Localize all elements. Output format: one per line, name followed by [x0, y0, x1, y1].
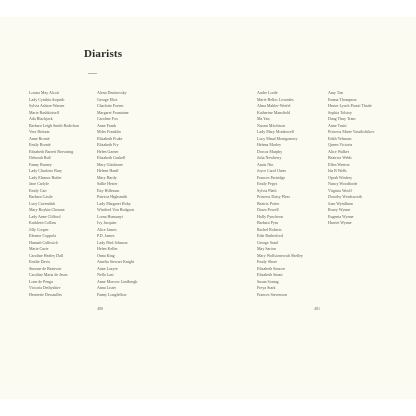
diarist-name: Jane Carlyle [29, 181, 49, 186]
diarist-name: Mary Hardy [97, 174, 117, 180]
diarist-name: Ivy Jacquier [97, 220, 117, 225]
name-column-2 [97, 90, 137, 298]
diarist-name: Amelia Stewart Knight [97, 259, 135, 264]
diarist-name: Sophia Tolstoy [328, 109, 352, 115]
diarist-name: Anne Lazyre [97, 265, 118, 271]
diarist-name: Mary Gladstone [97, 161, 123, 167]
diarist-name: Elizabeth Gaskell [97, 155, 126, 160]
diarist-name: Harriet Wynne [328, 220, 352, 225]
diarist-name: Hannah Culhwick [29, 239, 58, 245]
diarist-name: Elizabeth Fruke [97, 135, 123, 141]
diarist-name: Edie Rutherford [257, 233, 283, 238]
diarist-name: Eleanor Coppola [29, 233, 56, 238]
name-column-3 [257, 90, 303, 298]
diarist-name: Frances Partridge [257, 174, 286, 180]
diarist-name: Lady Cynthia Asquith [29, 96, 65, 102]
diarist-name: P.D. James [97, 233, 115, 238]
diarist-name: Nella Last [97, 272, 114, 277]
diarist-name: Vera Brittain [29, 129, 50, 134]
diarist-name: George Eliot [97, 96, 118, 102]
diarist-name: Naomi Mitchison [257, 122, 286, 128]
diarist-name: Ellen Weeton [328, 161, 350, 167]
diarist-name: Emily Pepys [257, 181, 278, 186]
diarist-name: Ida B Wells [328, 168, 347, 173]
diarist-name: Oprah Winfrey [328, 174, 353, 180]
diarist-name: Elizabeth Smart [257, 272, 283, 277]
diarist-name: Julia Newberry [257, 155, 282, 160]
diarist-name: Alice James [97, 226, 117, 232]
diarist-name: Frances Stevenson [257, 291, 287, 297]
diarist-name: Sylvia Plath [257, 187, 277, 193]
diarist-name: May Sarton [257, 246, 276, 251]
diarist-name: Anne Truitt [328, 122, 347, 128]
diarist-name: Anne Morrow Lindbergh [97, 278, 138, 284]
diarist-name: Dorothy Wordsworth [328, 194, 362, 199]
diarist-name: Helen Keller [97, 246, 118, 251]
diarist-name: Anna Lister [97, 285, 116, 290]
diarist-name: Beatrix Potter [257, 200, 280, 206]
diarist-name: Simone de Beauvoir [29, 265, 62, 271]
diarist-name: Dorcas Murphy [257, 148, 283, 154]
diarist-name: Lucy Cavendish [29, 200, 56, 206]
diarist-name: Lady Margaret Hoby [97, 200, 131, 206]
diarist-name: Caroline Fox [97, 116, 118, 121]
diarist-name: Lady Mary Monkswell [257, 129, 294, 134]
page-title: Diarists [84, 48, 123, 60]
name-column-1 [29, 90, 79, 298]
diarist-name: Lady Eleanor Butler [29, 174, 62, 180]
diarist-name: Nancy Woodforde [328, 181, 358, 186]
diarist-name: Rachel Roberts [257, 226, 282, 232]
diarist-name: Louisa May Alcott [29, 90, 59, 95]
diarist-name: Emily Brontë [29, 142, 51, 147]
diarist-name: Alena Dmitrovsky [97, 90, 127, 95]
diarist-name: Winifred Von Hodgson [97, 207, 135, 212]
diarist-name: Princess Daisy Pless [257, 194, 290, 199]
diarist-name: Alice Walker [328, 148, 350, 154]
diarist-name: Queen Victoria [328, 142, 353, 147]
diarist-name: Freya Stark [257, 285, 276, 290]
diarist-name: Emily Shore [257, 259, 278, 264]
diarist-name: Patricia Highsmith [97, 194, 128, 199]
diarist-name: Lucy Maud Montgomery [257, 135, 298, 141]
diarist-name: Eugenia Wynne [328, 213, 354, 219]
diarist-name: Ada Blackjack [29, 116, 53, 121]
diarist-name: Katherine Mansfield [257, 109, 290, 115]
diarist-name: Joan Wyndham [328, 200, 353, 206]
diarist-name: Virginia Woolf [328, 187, 352, 193]
diarist-name: Emilie Davis [29, 259, 50, 264]
diarist-name: Dawn Powell [257, 207, 279, 212]
diarist-name: Joyce Carol Oates [257, 168, 287, 173]
diarist-name: Sallie Hester [97, 181, 118, 186]
diarist-name: Etty Hillesum [97, 187, 120, 193]
diarist-name: Elizabeth Fry [97, 142, 119, 147]
diarist-name: Anne Brontë [29, 135, 50, 141]
diarist-name: Caroline Maria de Jesus [29, 272, 68, 277]
diarist-name: Victoria Dethyshire [29, 285, 61, 290]
diarist-name: Emma Thompson [328, 96, 357, 102]
diarist-name: Caroline Healey Dall [29, 252, 63, 258]
diarist-name: Henriette Dessaulles [29, 291, 62, 297]
diarist-name: Marie Bashkirtseff [29, 109, 60, 115]
page-number-left: 480 [97, 306, 103, 311]
diarist-name: Fanny Burney [29, 161, 52, 167]
diarist-name: Sylvia Ashton-Warner [29, 103, 65, 108]
diarist-name: Helene Hanff [97, 168, 119, 173]
diarist-name: Jilly Cooper [29, 226, 49, 232]
diarist-name: Deborah Bull [29, 155, 51, 160]
diarist-name: Beatrice Webb [328, 155, 352, 160]
diarist-name: Emily Carr [29, 187, 47, 193]
diarist-name: Margaret Fountaine [97, 109, 129, 115]
diarist-name: Anaïs Nin [257, 161, 274, 167]
diarist-name: Lady Anne Clifford [29, 213, 61, 219]
diarist-name: Helen Garner [97, 148, 119, 154]
diarist-name: Princess Marie Vassiltchikov [328, 129, 375, 134]
diarist-name: Alma Mahler-Werfel [257, 103, 291, 108]
diarist-name: Helena Morley [257, 142, 282, 147]
diarist-name: Elizabeth Barrett Browning [29, 148, 74, 154]
diarist-name: George Sand [257, 239, 278, 245]
diarist-name: Ma Yan [257, 116, 270, 121]
diarist-name: Hester Lynch Piozzi Thrale [328, 103, 372, 108]
diarist-name: Rosey Wynne [328, 207, 351, 212]
diarist-name: Audre Lorde [257, 90, 278, 95]
diarist-name: Holly Pyncheon [257, 213, 283, 219]
diarist-name: Lady Charlotte Bury [29, 168, 63, 173]
diarist-name: Lone de Penga [29, 278, 53, 284]
diarist-name: Kathleen Collins [29, 220, 56, 225]
diarist-name: Amy Tan [328, 90, 343, 95]
diarist-name: Marie Belloc Lowndes [257, 96, 294, 102]
diarist-name: Anne Frank [97, 122, 116, 128]
diarist-name: Lorna Hunsanyi [97, 213, 123, 219]
diarist-name: Fanny Longfellow [97, 291, 127, 297]
diarist-name: Mary Boykin Chesnut [29, 207, 65, 212]
diarist-name: Barbara Pym [257, 220, 278, 225]
name-column-4 [328, 90, 374, 227]
diarist-name: Barbara Castle [29, 194, 53, 199]
diarist-name: Mary Wollstonecraft Shelley [257, 252, 304, 258]
diarist-name: Marie Curie [29, 246, 49, 251]
page-number-right: 481 [314, 306, 320, 311]
diarist-name: Barbara Leigh Smith Bodichon [29, 122, 80, 128]
title-underline [88, 73, 97, 74]
diarist-name: Lady Bird Johnson [97, 239, 128, 245]
diarist-name: Elizabeth Simcoe [257, 265, 286, 271]
diarist-name: Susan Sontag [257, 278, 279, 284]
diarist-name: Edith Velmans [328, 135, 352, 141]
diarist-name: Charlotte Forten [97, 103, 124, 108]
diarist-name: Onna King [97, 252, 115, 258]
diarist-name: Miles Franklin [97, 129, 121, 134]
diarist-name: Dang Thuy Tram [328, 116, 356, 121]
book-spread [0, 17, 416, 399]
